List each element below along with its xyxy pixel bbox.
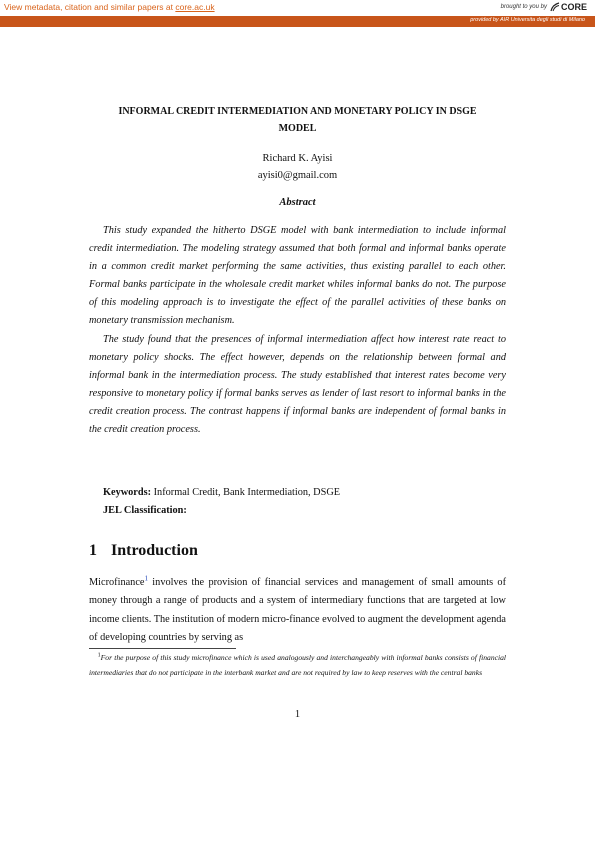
core-logo-icon bbox=[550, 2, 560, 12]
jel-line bbox=[103, 502, 503, 520]
footnote-mark: 1 bbox=[97, 652, 101, 659]
footnote bbox=[89, 651, 506, 680]
paper-title bbox=[90, 103, 505, 137]
core-link-prefix[interactable]: View metadata, citation and similar papers at bbox=[4, 2, 176, 12]
author-email: ayisi0@gmail.com bbox=[257, 170, 338, 181]
footnote-reference-link[interactable]: 1 bbox=[144, 574, 148, 583]
core-provided-bar bbox=[0, 16, 595, 27]
jel-label: JEL Classification: bbox=[103, 505, 187, 516]
core-brought-by bbox=[501, 2, 587, 12]
author-block bbox=[90, 150, 505, 184]
core-brought-text: brought to you by bbox=[500, 4, 547, 10]
abstract-body bbox=[89, 222, 506, 439]
author-name: Richard K. Ayisi bbox=[262, 153, 333, 164]
core-metadata-link[interactable] bbox=[4, 2, 215, 12]
section-title: Introduction bbox=[111, 542, 198, 559]
keywords-line bbox=[103, 484, 503, 502]
keywords-block bbox=[103, 484, 503, 520]
intro-paragraph bbox=[89, 574, 506, 648]
core-banner bbox=[0, 0, 595, 16]
abstract-heading: Abstract bbox=[279, 197, 316, 208]
paper-title-line1: INFORMAL CREDIT INTERMEDIATION AND MONETARY POLICY IN DSGE bbox=[118, 106, 477, 117]
section-number: 1 bbox=[89, 542, 97, 559]
core-provided-text[interactable]: provided by AIR Universita degli studi di Milano bbox=[470, 17, 585, 23]
intro-word: Microfinance bbox=[89, 577, 145, 588]
footnote-text: For the purpose of this study microfinance which is used analogously and interchangeably with informal banks consists of financial intermediaries that do not participate in the interbank market and are not required by law to keep reserves with the central banks bbox=[89, 653, 506, 677]
core-link-domain[interactable]: core.ac.uk bbox=[175, 2, 215, 12]
intro-text: involves the provision of financial services and management of small amounts of money through a range of products and a system of intermediary functions that are targeted at low income clients. The institution of modern micro-finance evolved to augment the development agenda of developing countries by serving as bbox=[89, 577, 506, 644]
core-logo[interactable] bbox=[550, 2, 587, 12]
abstract-paragraph-2: The study found that the presences of informal intermediation affect how interest rate react to monetary policy shocks. The effect however, depends on the relationship between formal and informal bank in the intermediation process. The study established that interest rates become very responsive to monetary policy if formal banks serves as lender of last resort to informal banks in the credit creation process. The contrast happens if informal banks are independent of formal banks in the credit creation process. bbox=[89, 333, 506, 436]
section-heading-introduction bbox=[89, 542, 198, 560]
footnote-divider bbox=[89, 648, 236, 649]
keywords-value: Informal Credit, Bank Intermediation, DSGE bbox=[151, 487, 341, 498]
paper-title-line2: MODEL bbox=[278, 123, 317, 134]
abstract-paragraph-1: This study expanded the hitherto DSGE model with bank intermediation to include informal credit intermediation. The modeling strategy assumed that both formal and informal banks operate in a common credit market performing the same activities, thus existing parallel to each other. Formal banks participate in the wholesale credit market whiles informal banks do not. The purpose of this modeling approach is to investigate the effect of the parallel activities of these banks on monetary transmission mechanism. bbox=[89, 225, 506, 327]
page-number: 1 bbox=[294, 709, 301, 720]
core-logo-text: CORE bbox=[560, 2, 587, 12]
keywords-label: Keywords: bbox=[103, 487, 152, 498]
